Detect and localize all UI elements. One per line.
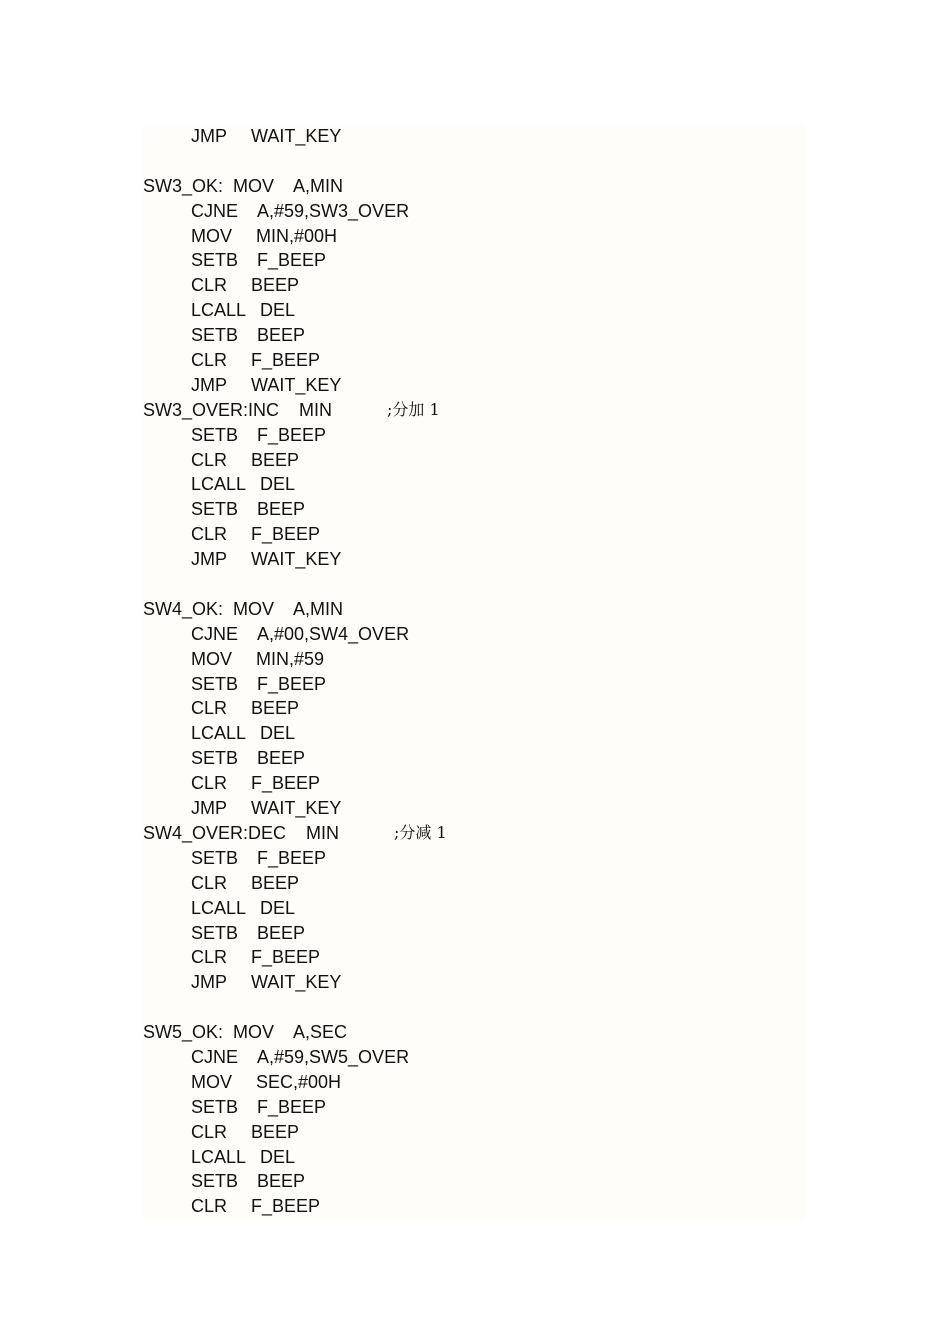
code-opcode: MOV <box>191 648 233 669</box>
code-opcode: SETB <box>191 325 239 346</box>
code-opcode: LCALL <box>191 474 247 495</box>
code-opcode: CLR <box>191 947 228 968</box>
code-operand: SEC,#00H <box>256 1071 342 1092</box>
code-opcode: SETB <box>191 847 239 868</box>
code-operand: MIN,#59 <box>256 648 325 669</box>
code-operand: F_BEEP <box>257 424 327 445</box>
code-comment: ;分加 1 <box>387 399 440 419</box>
code-opcode: SETB <box>191 922 239 943</box>
code-operand: BEEP <box>257 499 306 520</box>
code-opcode: LCALL <box>191 1146 247 1167</box>
code-operand: WAIT_KEY <box>251 798 342 819</box>
code-opcode: SETB <box>191 673 239 694</box>
code-operand: BEEP <box>257 1171 306 1192</box>
code-operand: BEEP <box>257 922 306 943</box>
code-operand: F_BEEP <box>251 947 321 968</box>
code-label: SW4_OVER:DEC MIN <box>143 822 340 843</box>
code-operand: BEEP <box>251 449 300 470</box>
code-label: SW3_OVER:INC MIN <box>143 399 333 420</box>
code-opcode: SETB <box>191 748 239 769</box>
code-opcode: CLR <box>191 872 228 893</box>
code-operand: F_BEEP <box>251 773 321 794</box>
code-operand: F_BEEP <box>257 847 327 868</box>
code-opcode: JMP <box>191 798 227 819</box>
code-opcode: SETB <box>191 499 239 520</box>
code-opcode: CLR <box>191 1196 228 1217</box>
code-operand: MIN,#00H <box>256 225 338 246</box>
code-opcode: CJNE <box>191 200 239 221</box>
code-opcode: JMP <box>191 972 227 993</box>
code-opcode: CJNE <box>191 1046 239 1067</box>
code-opcode: SETB <box>191 1171 239 1192</box>
code-opcode: LCALL <box>191 897 247 918</box>
code-operand: BEEP <box>251 698 300 719</box>
code-opcode: JMP <box>191 126 227 146</box>
code-listing <box>143 123 806 1220</box>
code-opcode: SETB <box>191 424 239 445</box>
code-label: SW3_OK: MOV A,MIN <box>143 175 344 196</box>
code-operand: BEEP <box>251 1121 300 1142</box>
code-operand: DEL <box>260 897 296 918</box>
code-operand: F_BEEP <box>251 524 321 545</box>
code-opcode: JMP <box>191 549 227 570</box>
code-label: SW5_OK: MOV A,SEC <box>143 1022 348 1043</box>
code-operand: A,#59,SW5_OVER <box>257 1046 410 1067</box>
code-opcode: CLR <box>191 524 228 545</box>
code-operand: F_BEEP <box>257 673 327 694</box>
code-opcode: SETB <box>191 1096 239 1117</box>
code-opcode: CLR <box>191 275 228 296</box>
code-opcode: CLR <box>191 350 228 371</box>
code-operand: F_BEEP <box>251 350 321 371</box>
code-operand: A,#00,SW4_OVER <box>257 623 410 644</box>
code-opcode: CLR <box>191 1121 228 1142</box>
code-opcode: LCALL <box>191 723 247 744</box>
code-operand: WAIT_KEY <box>251 972 342 993</box>
code-opcode: LCALL <box>191 300 247 321</box>
code-operand: A,#59,SW3_OVER <box>257 200 410 221</box>
code-operand: F_BEEP <box>251 1196 321 1217</box>
code-operand: F_BEEP <box>257 1096 327 1117</box>
code-comment: ;分减 1 <box>394 822 447 842</box>
code-operand: DEL <box>260 300 296 321</box>
code-opcode: SETB <box>191 250 239 271</box>
code-operand: BEEP <box>251 275 300 296</box>
code-opcode: MOV <box>191 225 233 246</box>
code-operand: BEEP <box>257 748 306 769</box>
code-opcode: MOV <box>191 1071 233 1092</box>
code-opcode: CLR <box>191 773 228 794</box>
code-opcode: CLR <box>191 698 228 719</box>
code-operand: DEL <box>260 474 296 495</box>
code-operand: WAIT_KEY <box>251 374 342 395</box>
code-label: SW4_OK: MOV A,MIN <box>143 598 344 619</box>
code-opcode: JMP <box>191 374 227 395</box>
code-opcode: CLR <box>191 449 228 470</box>
code-operand: WAIT_KEY <box>251 126 342 146</box>
code-operand: BEEP <box>251 872 300 893</box>
code-operand: DEL <box>260 1146 296 1167</box>
code-operand: BEEP <box>257 325 306 346</box>
code-operand: DEL <box>260 723 296 744</box>
code-operand: WAIT_KEY <box>251 549 342 570</box>
code-operand: F_BEEP <box>257 250 327 271</box>
code-opcode: CJNE <box>191 623 239 644</box>
